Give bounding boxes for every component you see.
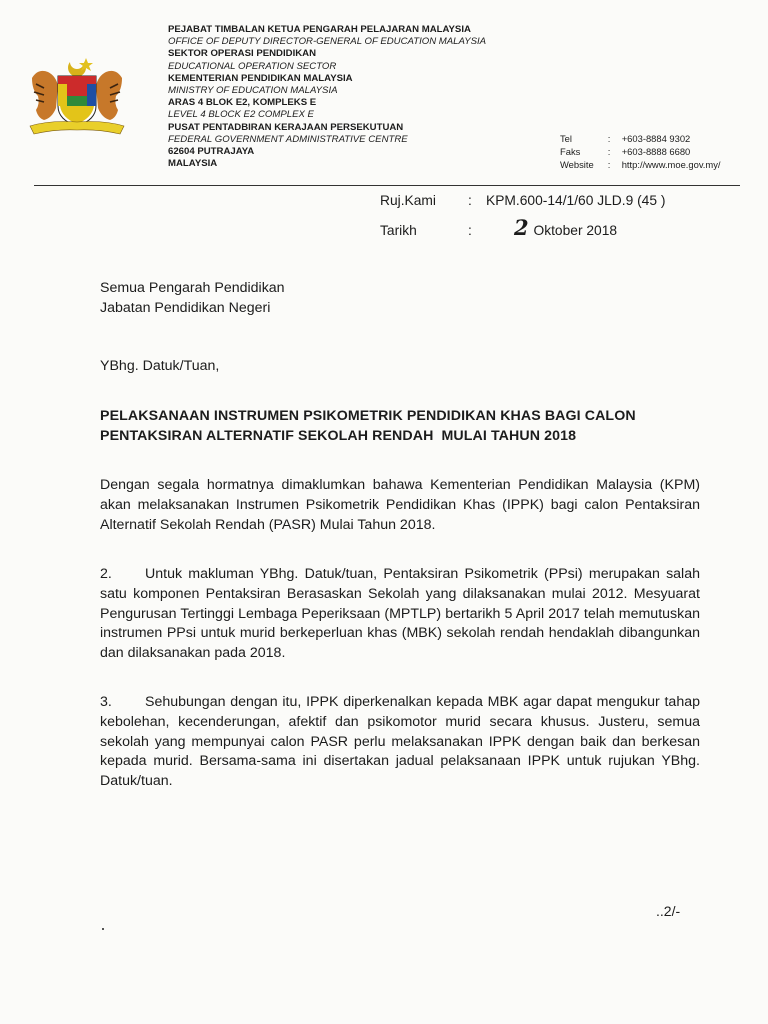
reference-separator: :: [468, 193, 472, 208]
header-line: SEKTOR OPERASI PENDIDIKAN: [168, 48, 317, 60]
date-label: Tarikh: [380, 223, 417, 238]
letterhead-address: [168, 24, 486, 170]
reference-number: [380, 193, 665, 208]
contact-label: Faks: [560, 146, 581, 157]
title-line: PENTAKSIRAN ALTERNATIF SEKOLAH RENDAH MULAI TAHUN 2018: [100, 428, 577, 444]
date-value: Oktober 2018: [533, 223, 618, 238]
recipient-line: Jabatan Pendidikan Negeri: [100, 299, 271, 316]
contact-value: +603-8888 6680: [621, 146, 691, 157]
contact-label: Tel: [560, 133, 572, 144]
header-line: KEMENTERIAN PENDIDIKAN MALAYSIA: [168, 72, 353, 84]
contact-details: [560, 132, 721, 171]
paragraph-2: [100, 565, 700, 664]
header-line: MINISTRY OF EDUCATION MALAYSIA: [168, 85, 338, 97]
header-line: OFFICE OF DEPUTY DIRECTOR-GENERAL OF EDUCATION MALAYSIA: [168, 36, 487, 48]
contact-separator: :: [607, 133, 611, 144]
scan-speck: [102, 928, 104, 930]
letter-title: [100, 406, 636, 446]
date-separator: :: [468, 223, 472, 238]
header-line: MALAYSIA: [168, 158, 218, 170]
contact-row-faks: [560, 145, 721, 158]
paragraph-text: Sehubungan dengan itu, IPPK diperkenalkan kepada MBK agar dapat mengukur tahap kebolehan, kecenderungan, afektif dan psikomotor murid secara khusus. Justeru, semua sekolah yang mempunyai calon PASR perlu melaksanakan IPPK dengan baik dan berkesan kepada murid. Bersama-sama ini disertakan jadual pelaksanaan IPPK untuk rujukan YBhg. Datuk/tuan.: [100, 694, 700, 790]
header-line: EDUCATIONAL OPERATION SECTOR: [168, 60, 337, 72]
header-divider: [34, 185, 740, 186]
recipient-line: Semua Pengarah Pendidikan: [100, 280, 285, 296]
coat-of-arms-logo: [26, 56, 128, 140]
paragraph-number: 2.: [100, 566, 112, 582]
paragraph-text: Untuk makluman YBhg. Datuk/tuan, Pentaksiran Psikometrik (PPsi) merupakan salah satu komponen Pentaksiran Berasaskan Sekolah yang dilaksanakan mulai 2012. Mesyuarat Pengurusan Tertinggi Lembaga Peperiksaan (MPTLP) bertarikh 5 April 2017 telah memutuskan instrumen PPsi untuk murid berkeperluan khas (MBK) sekolah rendah hendaklah dibangunkan dan dilaksanakan pada 2018.: [100, 566, 700, 662]
reference-label: Ruj.Kami: [380, 193, 436, 208]
contact-row-tel: [560, 132, 721, 145]
header-line: FEDERAL GOVERNMENT ADMINISTRATIVE CENTRE: [168, 133, 408, 145]
title-line: PELAKSANAAN INSTRUMEN PSIKOMETRIK PENDIDIKAN KHAS BAGI CALON: [100, 408, 636, 424]
paragraph-3: [100, 693, 700, 792]
reference-value: KPM.600-14/1/60 JLD.9 (45 ): [486, 193, 666, 208]
contact-row-website: [560, 158, 721, 171]
header-line: PUSAT PENTADBIRAN KERAJAAN PERSEKUTUAN: [168, 121, 404, 133]
page-continuation-marker: ..2/-: [656, 903, 681, 919]
letter-date: [380, 215, 617, 240]
header-line: 62604 PUTRAJAYA: [168, 146, 255, 158]
contact-value: http://www.moe.gov.my/: [621, 159, 721, 170]
paragraph-text: Dengan segala hormatnya dimaklumkan bahawa Kementerian Pendidikan Malaysia (KPM) akan melaksanakan Instrumen Psikometrik Pendidikan Khas (IPPK) bagi calon Pentaksiran Alternatif Sekolah Rendah (PASR) Mulai Tahun 2018.: [100, 477, 700, 533]
contact-separator: :: [607, 146, 611, 157]
recipient-block: [100, 279, 285, 319]
paragraph-number: 3.: [100, 694, 112, 710]
salutation: YBhg. Datuk/Tuan,: [100, 358, 220, 374]
header-line: ARAS 4 BLOK E2, KOMPLEKS E: [168, 97, 317, 109]
contact-separator: :: [607, 159, 611, 170]
contact-value: +603-8884 9302: [621, 133, 691, 144]
header-line: LEVEL 4 BLOCK E2 COMPLEX E: [168, 109, 314, 121]
contact-label: Website: [560, 159, 594, 170]
header-line: PEJABAT TIMBALAN KETUA PENGARAH PELAJARAN MALAYSIA: [168, 24, 471, 35]
paragraph-1: [100, 476, 700, 535]
date-day-handwritten: 2: [514, 215, 528, 240]
